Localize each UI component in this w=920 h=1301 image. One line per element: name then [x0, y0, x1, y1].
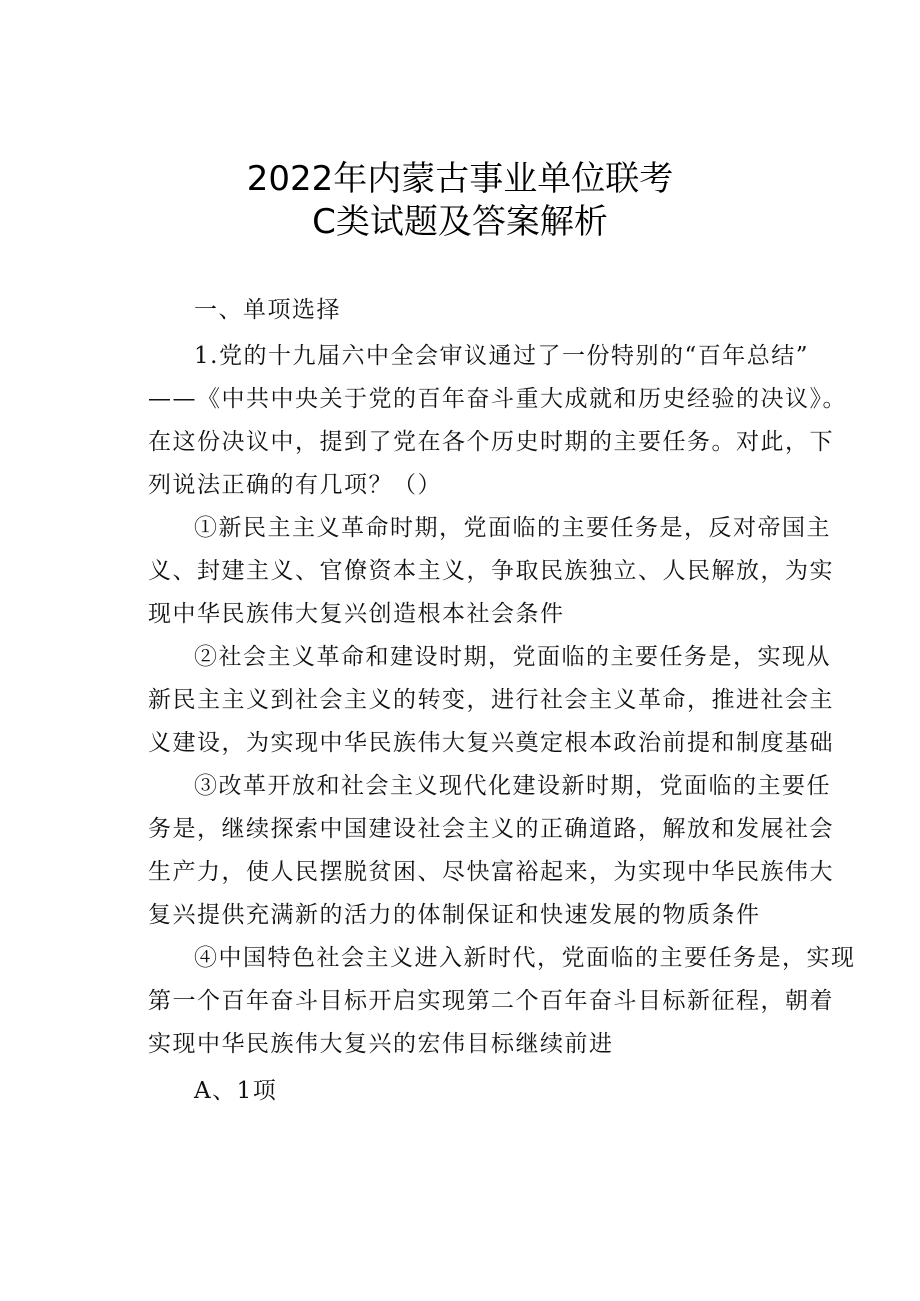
statement-line: 第一个百年奋斗目标开启实现第二个百年奋斗目标新征程，朝着 [148, 988, 834, 1014]
question-line: ——《中共中央关于党的百年奋斗重大成就和历史经验的决议》。 [148, 386, 847, 412]
statement-line: ①新民主主义革命时期，党面临的主要任务是，反对帝国主 [194, 515, 831, 541]
option-a: A、1项 [194, 1078, 278, 1104]
statement-line: ③改革开放和社会主义现代化建设新时期，党面临的主要任 [194, 773, 831, 799]
question-line: 列说法正确的有几项？（） [148, 472, 442, 498]
statement-line: 义、封建主义、官僚资本主义，争取民族独立、人民解放，为实 [148, 558, 834, 584]
statement-line: ②社会主义革命和建设时期，党面临的主要任务是，实现从 [194, 644, 831, 670]
statement-line: 新民主主义到社会主义的转变，进行社会主义革命，推进社会主 [148, 687, 834, 713]
statement-line: ④中国特色社会主义进入新时代，党面临的主要任务是，实现 [194, 945, 856, 971]
document-title-line2: C类试题及答案解析 [312, 202, 608, 242]
statement-line: 现中华民族伟大复兴创造根本社会条件 [148, 601, 565, 627]
statement-line: 生产力，使人民摆脱贫困、尽快富裕起来，为实现中华民族伟大 [148, 859, 834, 885]
section-heading: 一、单项选择 [194, 297, 341, 323]
question-line: 在这份决议中，提到了党在各个历史时期的主要任务。对此，下 [148, 429, 834, 455]
document-title-line1: 2022年内蒙古事业单位联考 [246, 159, 674, 199]
question-line: 1.党的十九届六中全会审议通过了一份特别的“百年总结” [194, 343, 809, 369]
statement-line: 义建设，为实现中华民族伟大复兴奠定根本政治前提和制度基础 [148, 730, 834, 756]
statement-line: 务是，继续探索中国建设社会主义的正确道路，解放和发展社会 [148, 816, 834, 842]
statement-line: 复兴提供充满新的活力的体制保证和快速发展的物质条件 [148, 902, 761, 928]
statement-line: 实现中华民族伟大复兴的宏伟目标继续前进 [148, 1031, 614, 1057]
